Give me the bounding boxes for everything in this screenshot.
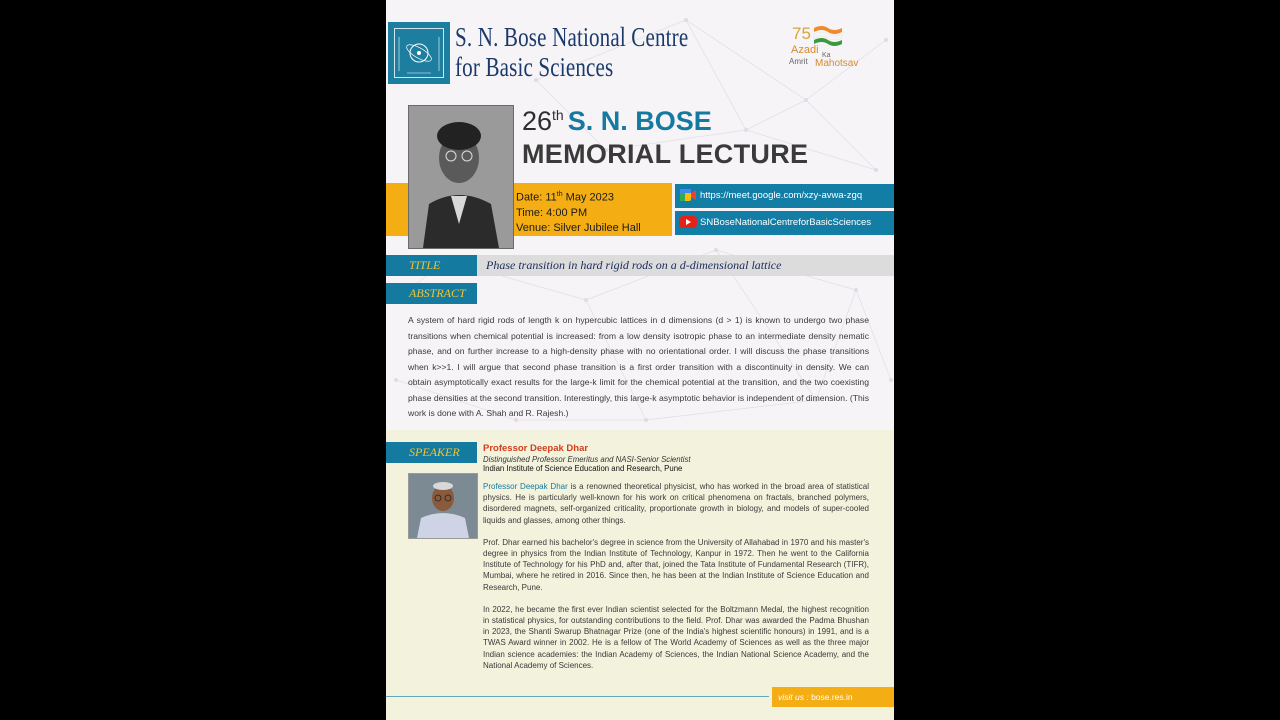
lecture-name: S. N. BOSE bbox=[567, 106, 712, 136]
google-meet-link[interactable] bbox=[675, 184, 894, 208]
google-meet-url: https://meet.google.com/xzy-avwa-zgq bbox=[700, 190, 863, 201]
institute-logo bbox=[388, 22, 450, 84]
azadi-ka-amrit-mahotsav-logo bbox=[784, 22, 874, 70]
website-url: bose.res.in bbox=[811, 692, 853, 702]
portrait-silhouette-icon bbox=[409, 106, 513, 248]
event-date: Date: 11th May 2023 bbox=[516, 191, 614, 204]
speaker-role: Distinguished Professor Emeritus and NASI-Senior Scientist bbox=[483, 455, 691, 464]
bio-paragraph-3: In 2022, he became the first ever Indian scientist selected for the Boltzmann Medal, the highest recognition in statistical physics, for outstanding contributions to the field. Prof. Dhar was awarded the Padma Bhushan in 2023, the Shanti Swarup Bhatnagar Prize (one of the India's highest scientific honours) in 1991, and is a TWAS Award winner in 2002. He is a fellow of The World Academy of Sciences as well as the three major Indian science academies: the Indian Academy of Sciences, the Indian National Science Academy, and the National Academy of Sciences. bbox=[483, 604, 869, 670]
youtube-channel-name: SNBoseNationalCentreforBasicSciences bbox=[700, 217, 872, 228]
institute-name-line1: S. N. Bose National Centre bbox=[455, 22, 689, 52]
azadi-mahotsav: Mahotsav bbox=[815, 58, 859, 69]
sn-bose-portrait bbox=[408, 105, 514, 249]
speaker-name: Professor Deepak Dhar bbox=[483, 443, 589, 454]
speaker-label: SPEAKER bbox=[386, 442, 477, 463]
abstract-label: ABSTRACT bbox=[386, 283, 477, 304]
bio-paragraph-2: Prof. Dhar earned his bachelor's degree in science from the University of Allahabad in 1970 and his master's degree in physics from the Indian Institute of Technology, Kanpur in 1972. Then he went to the California Institute of Technology for his PhD and, after that, joined the Tata Institute of Fundamental Research (TIFR), Mumbai, where he retired in 2016. Since then, he has been at the Indian Institute of Science Education and Research, Pune. bbox=[483, 537, 869, 592]
title-label: TITLE bbox=[386, 255, 477, 276]
lecture-title bbox=[522, 106, 808, 170]
azadi-word: Azadi bbox=[791, 44, 819, 56]
lecture-number: 26 bbox=[522, 106, 553, 136]
institute-name bbox=[455, 22, 688, 82]
lecture-poster bbox=[386, 0, 894, 720]
event-details bbox=[516, 187, 641, 236]
event-venue: Venue: Silver Jubilee Hall bbox=[516, 221, 641, 234]
youtube-link[interactable] bbox=[675, 211, 894, 235]
footer-divider bbox=[386, 696, 769, 697]
youtube-icon bbox=[679, 214, 697, 230]
speaker-silhouette-icon bbox=[409, 474, 477, 538]
institute-name-line2: for Basic Sciences bbox=[455, 52, 614, 82]
bio-speaker-name: Professor Deepak Dhar bbox=[483, 482, 568, 491]
azadi-number: 75 bbox=[792, 24, 811, 43]
website-link[interactable] bbox=[772, 687, 894, 707]
speaker-photo bbox=[408, 473, 478, 539]
atom-emblem-icon bbox=[395, 29, 443, 77]
azadi-ka: Ka bbox=[822, 52, 831, 59]
google-meet-icon bbox=[679, 187, 697, 203]
lecture-number-suffix: th bbox=[552, 107, 564, 123]
visit-label: visit us : bbox=[778, 692, 812, 702]
abstract-text: A system of hard rigid rods of length k on hypercubic lattices in d dimensions (d > 1) is known to undergo two phase transitions when chemical potential is increased: from a low density isotropic phase to an intermediate density nematic phase, and on further increase to a high-density phase with no orientational order. I will discuss the phase transitions when k>>1. I will argue that second phase transition is a first order transition with a discontinuity in density. We can obtain asymptotically exact results for the large-k limit for the chemical potential at the transition, and the two coexisting phase densities at the second transition. Interestingly, this large-k asymptotic behavior is independent of dimension. (This work is done with A. Shah and R. Rajesh.) bbox=[408, 315, 869, 418]
speaker-institution: Indian Institute of Science Education and Research, Pune bbox=[483, 464, 683, 473]
speaker-biography bbox=[483, 481, 869, 682]
azadi-amrit: Amrit bbox=[789, 57, 808, 66]
talk-title: Phase transition in hard rigid rods on a d-dimensional lattice bbox=[486, 258, 782, 272]
bio-paragraph-1: Professor Deepak Dhar is a renowned theoretical physicist, who has worked in the broad area of statistical physics. He is particularly well-known for his work on critical phenomena on fractals, branched polymers, disordered magnets, self-organized criticality, proportionate growth in biology, and models of super-cooled liquids and glasses, among other things. bbox=[483, 482, 869, 525]
event-time: Time: 4:00 PM bbox=[516, 206, 588, 219]
lecture-subtitle: MEMORIAL LECTURE bbox=[522, 139, 809, 169]
